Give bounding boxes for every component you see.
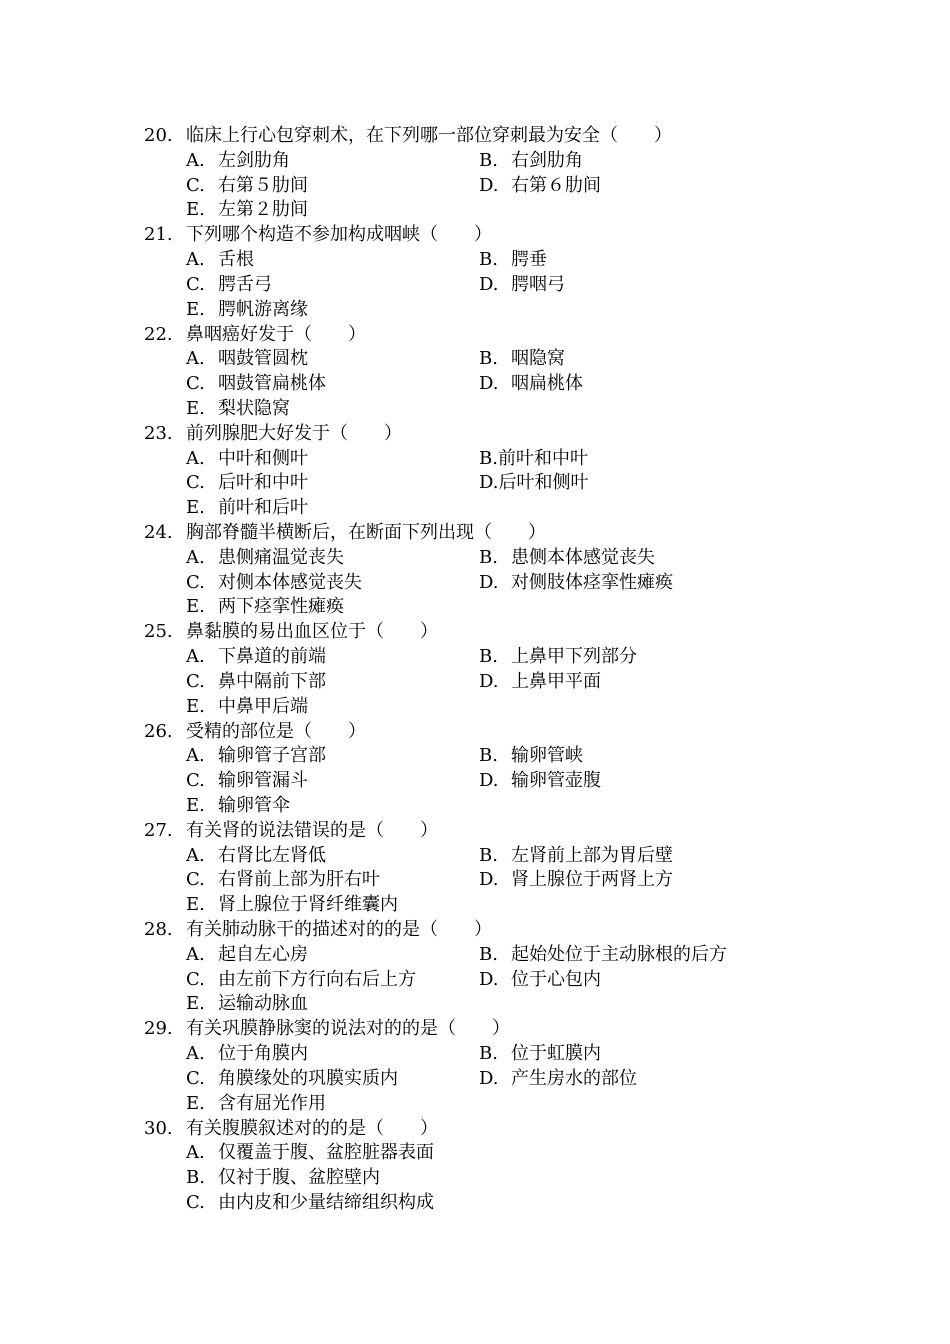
option-text: 后叶和侧叶 <box>498 472 589 494</box>
option-letter: A. <box>186 546 205 568</box>
option-letter: A. <box>186 844 205 866</box>
answer-option[interactable] <box>479 1067 637 1092</box>
answer-option[interactable] <box>479 645 637 670</box>
option-text: 咽扁桃体 <box>511 373 583 395</box>
option-letter: B. <box>479 646 498 668</box>
option-letter: E. <box>186 993 205 1015</box>
option-letter: A. <box>186 249 205 271</box>
option-letter: B. <box>479 249 498 271</box>
option-row <box>144 1067 844 1092</box>
option-text: 咽鼓管圆枕 <box>218 348 308 370</box>
option-letter: A. <box>186 1142 205 1164</box>
question-block <box>144 223 844 322</box>
answer-option[interactable] <box>186 744 479 769</box>
question-number: 26. <box>144 720 173 742</box>
answer-option[interactable] <box>479 248 547 273</box>
option-row <box>144 769 844 794</box>
answer-option[interactable] <box>186 893 398 918</box>
option-text: 鼻中隔前下部 <box>218 670 326 692</box>
question-text: 有关巩膜静脉窦的说法对的的是（ ） <box>186 1018 510 1040</box>
answer-option[interactable] <box>186 769 479 794</box>
option-text: 梨状隐窝 <box>218 397 290 419</box>
answer-option[interactable] <box>479 471 589 496</box>
answer-option[interactable] <box>186 943 479 968</box>
option-letter: D. <box>479 571 499 593</box>
option-text: 舌根 <box>218 249 254 271</box>
option-letter: B. <box>479 447 498 469</box>
answer-option[interactable] <box>186 868 479 893</box>
option-text: 上鼻甲下列部分 <box>511 646 637 668</box>
answer-option[interactable] <box>479 868 673 893</box>
option-text: 输卵管壶腹 <box>511 770 601 792</box>
answer-option[interactable] <box>479 372 583 397</box>
option-row <box>144 893 844 918</box>
question-text: 有关肺动脉干的描述对的的是（ ） <box>186 919 492 940</box>
question-stem <box>144 223 844 248</box>
answer-option[interactable] <box>479 273 565 298</box>
option-text: 右剑肋角 <box>511 149 583 171</box>
option-letter: A. <box>186 646 205 668</box>
answer-option[interactable] <box>186 149 479 174</box>
question-block <box>144 1017 844 1116</box>
option-text: 患侧本体感觉丧失 <box>511 546 655 568</box>
option-text: 咽隐窝 <box>511 348 565 370</box>
question-number: 20. <box>144 125 173 146</box>
answer-option[interactable] <box>479 844 673 869</box>
option-letter: E. <box>186 298 205 320</box>
option-text: 由内皮和少量结缔组织构成 <box>218 1191 434 1213</box>
option-letter: C. <box>186 273 205 295</box>
option-row <box>144 595 844 620</box>
option-row <box>144 695 844 720</box>
option-text: 仅衬于腹、盆腔壁内 <box>218 1167 380 1189</box>
option-letter: A. <box>186 447 205 469</box>
option-row <box>144 298 844 323</box>
question-number: 21. <box>144 224 173 246</box>
option-letter: B. <box>479 844 498 866</box>
answer-option[interactable] <box>186 298 308 323</box>
option-text: 患侧痛温觉丧失 <box>218 546 344 568</box>
option-text: 起始处位于主动脉根的后方 <box>511 943 727 965</box>
option-letter: E. <box>186 695 205 717</box>
question-stem <box>144 620 844 645</box>
question-text: 前列腺肥大好发于（ ） <box>186 422 402 444</box>
option-letter: C. <box>186 571 205 593</box>
answer-option[interactable] <box>186 595 344 620</box>
option-letter: E. <box>186 1092 205 1114</box>
question-number: 23. <box>144 422 173 444</box>
question-number: 29. <box>144 1018 173 1040</box>
question-text: 胸部脊髓半横断后，在断面下列出现（ ） <box>186 522 546 543</box>
question-stem <box>144 819 844 844</box>
option-letter: E. <box>186 397 205 419</box>
question-text: 受精的部位是（ ） <box>186 720 366 742</box>
option-row <box>144 645 844 670</box>
question-text: 下列哪个构造不参加构成咽峡（ ） <box>186 224 492 246</box>
option-letter: E. <box>186 894 205 916</box>
answer-option[interactable] <box>479 744 583 769</box>
option-text: 左剑肋角 <box>218 149 290 171</box>
answer-option[interactable] <box>186 496 308 521</box>
option-text: 左肾前上部为胃后壁 <box>511 844 673 866</box>
option-letter: C. <box>186 373 205 395</box>
option-row <box>144 992 844 1017</box>
question-block <box>144 720 844 819</box>
question-number: 25. <box>144 621 173 643</box>
option-row <box>144 670 844 695</box>
option-letter: C. <box>186 770 205 792</box>
option-letter: C. <box>186 174 205 196</box>
option-row <box>144 968 844 993</box>
option-letter: B. <box>479 546 498 568</box>
option-text: 前叶和后叶 <box>218 497 308 519</box>
option-text: 角膜缘处的巩膜实质内 <box>218 1067 398 1089</box>
option-letter: D. <box>479 472 499 494</box>
option-text: 对侧肢体痉挛性瘫痪 <box>511 571 673 593</box>
question-number: 24. <box>144 522 173 543</box>
question-text: 临床上行心包穿刺术，在下列哪一部位穿刺最为安全（ ） <box>186 125 672 146</box>
option-text: 含有屈光作用 <box>218 1092 326 1114</box>
answer-option[interactable] <box>186 695 308 720</box>
option-letter: B. <box>479 348 498 370</box>
answer-option[interactable] <box>479 347 565 372</box>
answer-option[interactable] <box>186 347 479 372</box>
option-row <box>144 844 844 869</box>
option-text: 运输动脉血 <box>218 993 308 1015</box>
option-letter: D. <box>479 670 499 692</box>
answer-option[interactable] <box>479 943 727 968</box>
option-row <box>144 943 844 968</box>
option-row <box>144 397 844 422</box>
question-block <box>144 620 844 719</box>
option-text: 腭垂 <box>511 249 547 271</box>
answer-option[interactable] <box>479 968 601 993</box>
option-text: 前叶和中叶 <box>497 447 588 469</box>
answer-option[interactable] <box>479 546 655 571</box>
option-text: 右肾前上部为肝右叶 <box>218 869 380 891</box>
question-block <box>144 918 844 1017</box>
answer-option[interactable] <box>186 1141 434 1166</box>
answer-option[interactable] <box>479 670 601 695</box>
option-letter: C. <box>186 869 205 891</box>
question-stem <box>144 720 844 745</box>
answer-option[interactable] <box>186 397 290 422</box>
question-stem <box>144 1117 844 1142</box>
question-text: 鼻咽癌好发于（ ） <box>186 323 366 345</box>
option-letter: D. <box>479 1067 499 1089</box>
option-text: 输卵管子宫部 <box>218 745 326 767</box>
option-letter: D. <box>479 373 499 395</box>
option-text: 输卵管峡 <box>511 745 583 767</box>
option-letter: C. <box>186 1067 205 1089</box>
option-letter: B. <box>479 745 498 767</box>
option-text: 左第２肋间 <box>218 199 308 221</box>
answer-option[interactable] <box>186 844 479 869</box>
option-text: 输卵管伞 <box>218 794 290 816</box>
option-row <box>144 198 844 223</box>
option-row <box>144 1092 844 1117</box>
option-row <box>144 1191 844 1216</box>
answer-option[interactable] <box>186 1042 479 1067</box>
option-row <box>144 447 844 472</box>
option-text: 对侧本体感觉丧失 <box>218 571 362 593</box>
question-block <box>144 422 844 521</box>
option-letter: D. <box>479 770 499 792</box>
answer-option[interactable] <box>186 248 479 273</box>
option-text: 下鼻道的前端 <box>218 646 326 668</box>
option-letter: B. <box>479 149 498 171</box>
option-row <box>144 496 844 521</box>
option-letter: E. <box>186 596 205 618</box>
question-text: 有关肾的说法错误的是（ ） <box>186 819 438 841</box>
question-block <box>144 521 844 620</box>
question-number: 27. <box>144 819 173 841</box>
answer-option[interactable] <box>186 992 308 1017</box>
answer-option[interactable] <box>186 1092 326 1117</box>
option-text: 肾上腺位于肾纤维囊内 <box>218 894 398 916</box>
option-text: 位于虹膜内 <box>511 1043 601 1065</box>
option-text: 起自左心房 <box>218 943 308 965</box>
option-text: 输卵管漏斗 <box>218 770 308 792</box>
option-row <box>144 248 844 273</box>
question-text: 有关腹膜叙述对的的是（ ） <box>186 1117 438 1139</box>
question-stem <box>144 521 844 546</box>
option-letter: C. <box>186 670 205 692</box>
question-stem <box>144 918 844 943</box>
option-text: 腭舌弓 <box>218 273 272 295</box>
answer-option[interactable] <box>479 1042 601 1067</box>
option-row <box>144 273 844 298</box>
option-text: 右第５肋间 <box>218 174 308 196</box>
answer-option[interactable] <box>186 670 479 695</box>
question-stem <box>144 323 844 348</box>
option-letter: E. <box>186 794 205 816</box>
option-letter: C. <box>186 1191 205 1213</box>
option-text: 腭帆游离缘 <box>218 298 308 320</box>
option-letter: D. <box>479 869 499 891</box>
option-text: 后叶和中叶 <box>218 472 308 494</box>
option-row <box>144 1141 844 1166</box>
answer-option[interactable] <box>479 447 588 472</box>
option-text: 咽鼓管扁桃体 <box>218 373 326 395</box>
option-letter: D. <box>479 174 499 196</box>
answer-option[interactable] <box>186 794 290 819</box>
option-row <box>144 546 844 571</box>
question-list <box>144 124 844 1216</box>
answer-option[interactable] <box>186 174 479 199</box>
option-letter: D. <box>479 968 499 990</box>
option-row <box>144 1042 844 1067</box>
answer-option[interactable] <box>186 1067 479 1092</box>
option-row <box>144 149 844 174</box>
option-text: 肾上腺位于两肾上方 <box>511 869 673 891</box>
option-row <box>144 471 844 496</box>
answer-option[interactable] <box>186 198 308 223</box>
option-text: 上鼻甲平面 <box>511 670 601 692</box>
question-block <box>144 1117 844 1216</box>
option-letter: A. <box>186 1043 205 1065</box>
answer-option[interactable] <box>186 372 479 397</box>
option-letter: A. <box>186 348 205 370</box>
option-text: 产生房水的部位 <box>511 1067 637 1089</box>
question-block <box>144 323 844 422</box>
option-row <box>144 347 844 372</box>
question-number: 28. <box>144 919 173 940</box>
answer-option[interactable] <box>186 471 479 496</box>
answer-option[interactable] <box>186 273 479 298</box>
option-text: 由左前下方行向右后上方 <box>218 968 416 990</box>
option-letter: E. <box>186 497 205 519</box>
option-text: 腭咽弓 <box>511 273 565 295</box>
option-letter: C. <box>186 968 205 990</box>
option-row <box>144 744 844 769</box>
question-stem <box>144 124 844 149</box>
option-letter: A. <box>186 149 205 171</box>
option-text: 右第６肋间 <box>511 174 601 196</box>
answer-option[interactable] <box>479 149 583 174</box>
option-letter: B. <box>186 1167 205 1189</box>
option-row <box>144 794 844 819</box>
option-row <box>144 372 844 397</box>
option-text: 中叶和侧叶 <box>218 447 308 469</box>
option-text: 位于角膜内 <box>218 1043 308 1065</box>
option-text: 仅覆盖于腹、盆腔脏器表面 <box>218 1142 434 1164</box>
answer-option[interactable] <box>186 571 479 596</box>
answer-option[interactable] <box>479 174 601 199</box>
option-letter: B. <box>479 1043 498 1065</box>
answer-option[interactable] <box>186 447 479 472</box>
question-block <box>144 819 844 918</box>
question-stem <box>144 1017 844 1042</box>
answer-option[interactable] <box>186 546 479 571</box>
question-text: 鼻黏膜的易出血区位于（ ） <box>186 621 438 643</box>
answer-option[interactable] <box>186 645 479 670</box>
option-row <box>144 174 844 199</box>
answer-option[interactable] <box>479 769 601 794</box>
option-row <box>144 571 844 596</box>
option-row <box>144 1166 844 1191</box>
question-block <box>144 124 844 223</box>
option-text: 位于心包内 <box>511 968 601 990</box>
question-stem <box>144 422 844 447</box>
option-row <box>144 868 844 893</box>
question-number: 30. <box>144 1117 173 1139</box>
option-text: 两下痉挛性瘫痪 <box>218 596 344 618</box>
answer-option[interactable] <box>186 1166 380 1191</box>
answer-option[interactable] <box>186 1191 434 1216</box>
answer-option[interactable] <box>186 968 479 993</box>
answer-option[interactable] <box>479 571 673 596</box>
question-number: 22. <box>144 323 173 345</box>
option-letter: C. <box>186 472 205 494</box>
option-letter: A. <box>186 943 205 965</box>
option-letter: B. <box>479 943 498 965</box>
option-letter: E. <box>186 199 205 221</box>
option-letter: D. <box>479 273 499 295</box>
option-text: 中鼻甲后端 <box>218 695 308 717</box>
option-letter: A. <box>186 745 205 767</box>
option-text: 右肾比左肾低 <box>218 844 326 866</box>
